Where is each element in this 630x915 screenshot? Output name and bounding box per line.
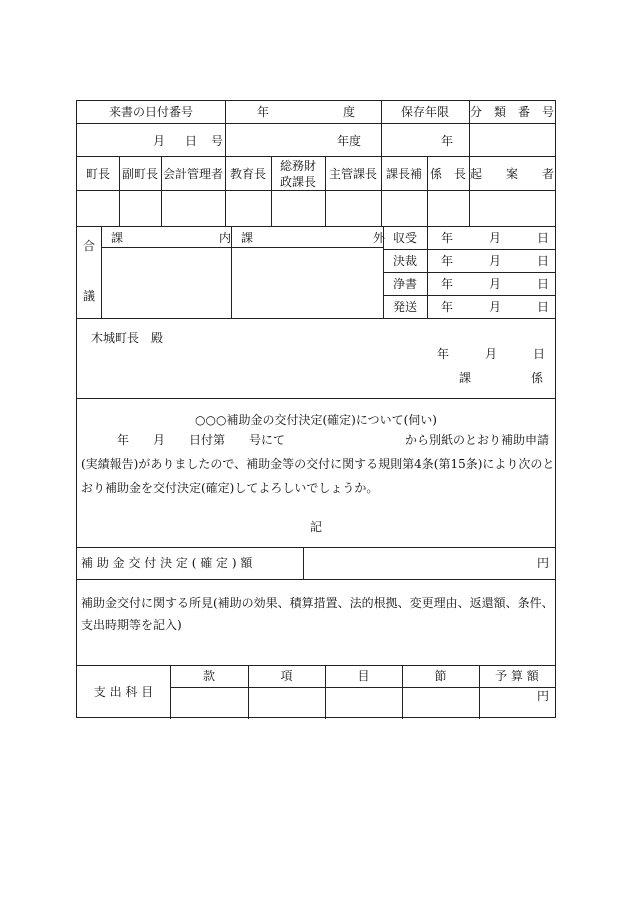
number-label: 号 <box>211 134 224 148</box>
rule-h <box>77 579 555 580</box>
amount-label: 補 助 金 交 付 決 定 ( 確 定 ) 額 <box>81 556 253 570</box>
expense-col-setsu: 節 <box>434 669 447 683</box>
consult-label-bottom: 議 <box>82 289 95 303</box>
budget-unit: 円 <box>536 689 549 703</box>
rule-h <box>77 226 555 227</box>
rule-h <box>77 547 555 548</box>
rule-h <box>77 398 555 399</box>
body-line-2: (実績報告)がありましたので、補助金等の交付に関する規則第4条(第15条)により次のと <box>81 457 555 471</box>
rule-v <box>303 547 304 579</box>
retention-label: 保存年限 <box>400 105 449 119</box>
body-line-3: おり補助金を交付決定(確定)してよろしいでしょうか。 <box>81 481 379 495</box>
step-clean-copy: 浄書 <box>392 277 417 291</box>
rule-h <box>383 295 555 296</box>
fiscal-year-label: 年度 <box>337 134 362 148</box>
expense-col-budget: 予 算 額 <box>495 669 539 683</box>
approver-subsection-chief: 係 長 <box>429 167 466 181</box>
incoming-date-number-label: 来書の日付番号 <box>108 105 193 119</box>
expense-col-kou: 項 <box>280 669 293 683</box>
expense-col-moku: 目 <box>357 669 370 683</box>
step-received: 収受 <box>392 231 417 245</box>
rule-h <box>77 318 555 319</box>
opinion-line-1: 補助金交付に関する所見(補助の効果、積算措置、法的根拠、変更理由、返還額、条件、 <box>81 596 554 610</box>
classification-label: 分 類 番 号 <box>469 105 554 119</box>
approver-superintendent: 教育長 <box>229 167 266 181</box>
consult-outside-label: 課 外 <box>241 231 386 245</box>
rule-v <box>225 101 226 156</box>
rule-h <box>170 687 555 688</box>
approver-accounting-manager: 会計管理者 <box>162 167 223 181</box>
approver-mayor: 町長 <box>85 167 110 181</box>
step-clean-copy-date: 年 月 日 <box>440 277 549 291</box>
step-decided-date: 年 月 日 <box>440 254 549 268</box>
rule-h <box>77 156 555 157</box>
body-line-1: 年 月 日付第 号にて から別紙のとおり補助申請 <box>117 433 550 447</box>
approver-assistant-chief: 課長補 <box>385 167 422 181</box>
approver-general-affairs-line2: 政課長 <box>279 175 316 189</box>
approver-section-chief: 主管課長 <box>328 167 377 181</box>
step-received-date: 年 月 日 <box>440 231 549 245</box>
document-title: ○○○補助金の交付決定(確定)について(伺い) <box>195 413 437 427</box>
step-decided: 決裁 <box>392 254 417 268</box>
amount-unit: 円 <box>536 556 549 570</box>
rule-h <box>383 249 555 250</box>
rule-h <box>101 247 383 248</box>
day-label: 日 <box>185 134 198 148</box>
approval-form <box>76 100 556 718</box>
year-label: 年 <box>257 105 270 119</box>
rule-h <box>77 123 555 124</box>
step-sent: 発送 <box>392 300 417 314</box>
rule-v <box>427 226 428 318</box>
approver-drafter: 起 案 者 <box>469 167 554 181</box>
ki-mark: 記 <box>309 520 322 534</box>
addressee: 木城町長 殿 <box>91 331 164 345</box>
approver-general-affairs-line1: 総務財 <box>279 159 316 173</box>
retention-year-label: 年 <box>441 134 454 148</box>
rule-v <box>101 226 102 318</box>
approver-deputy-mayor: 副町長 <box>121 167 158 181</box>
rule-h <box>383 272 555 273</box>
consult-inside-label: 課 内 <box>111 231 232 245</box>
consult-label-top: 合 <box>82 239 95 253</box>
month-label: 月 <box>153 134 166 148</box>
address-section: 課 係 <box>458 371 543 385</box>
fiscal-label: 度 <box>343 105 356 119</box>
expense-label: 支 出 科 目 <box>93 685 154 699</box>
opinion-line-2: 支出時期等を記入) <box>81 618 182 632</box>
expense-col-kan: 款 <box>202 669 215 683</box>
rule-h <box>77 190 555 191</box>
rule-v <box>231 226 232 318</box>
address-date: 年 月 日 <box>437 347 546 361</box>
step-sent-date: 年 月 日 <box>440 300 549 314</box>
rule-h <box>77 665 555 666</box>
